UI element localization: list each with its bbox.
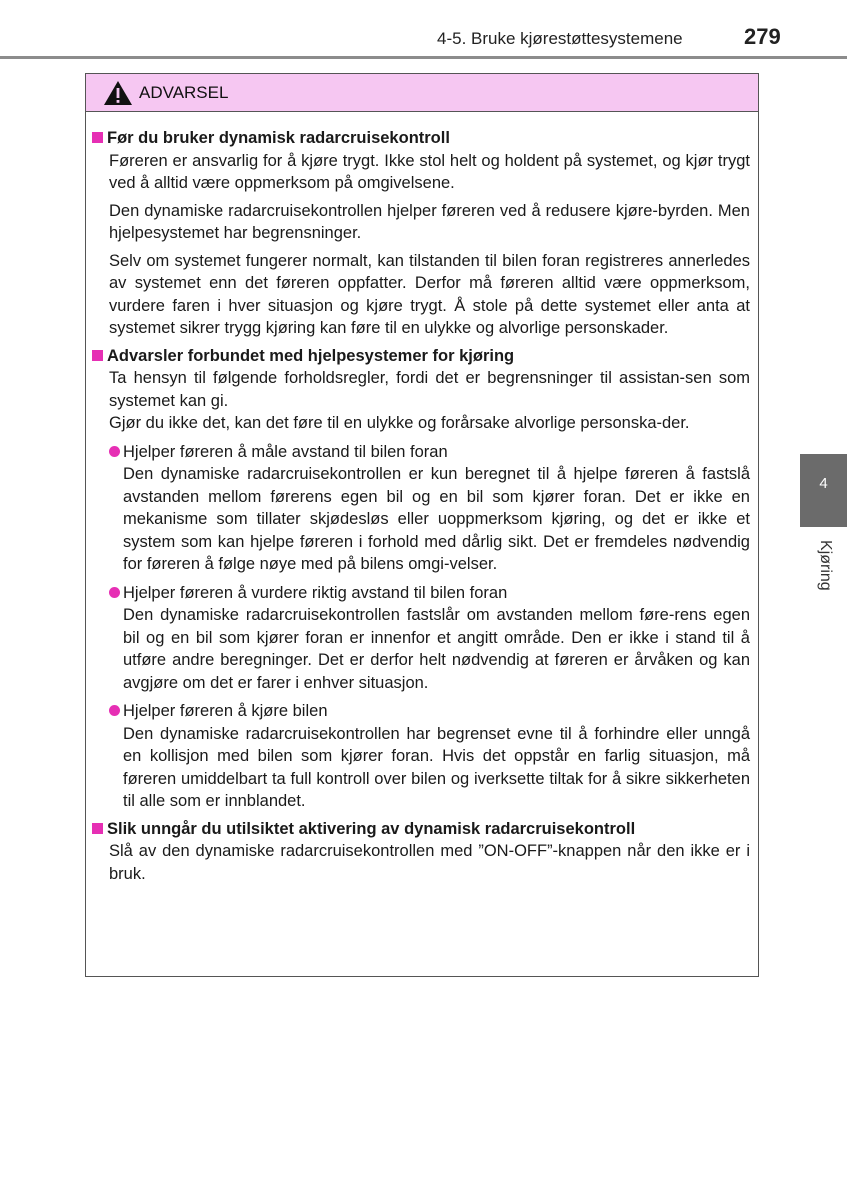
section-heading: Før du bruker dynamisk radarcruisekontroll (107, 129, 450, 147)
warning-header (86, 74, 758, 112)
round-bullet-icon (109, 705, 120, 716)
bullet-title: Hjelper føreren å måle avstand til bilen foran (123, 442, 448, 461)
section-heading-row (92, 127, 750, 150)
bullet-text: Den dynamiske radarcruisekontrollen har begrenset evne til å forhindre eller unngå en kollisjon med bilen som kjører foran. Hvis det oppstår en farlig situasjon, må føreren umiddelbart ta full kontroll over bilen og iverksette tiltak for å sikre sikkerheten til alle som er innblandet. (123, 724, 750, 810)
bullet-title-row (109, 700, 750, 723)
paragraph: Slå av den dynamiske radarcruisekontrollen med ”ON-OFF”-knappen når den ikke er i bruk. (109, 842, 750, 883)
paragraph: Den dynamiske radarcruisekontrollen hjelper føreren ved å redusere kjøre-byrden. Men hjelpesystemet har begrensninger. (109, 201, 750, 242)
bullet-item (109, 441, 750, 576)
warning-section (92, 345, 750, 813)
section-title: 4-5. Bruke kjørestøttesystemene (437, 29, 683, 48)
square-bullet-icon (92, 823, 103, 834)
warning-section (92, 127, 750, 340)
warning-label: ADVARSEL (139, 82, 229, 102)
bullet-title: Hjelper føreren å vurdere riktig avstand til bilen foran (123, 583, 508, 602)
bullet-title-row (109, 441, 750, 464)
paragraph: Ta hensyn til følgende forholdsregler, fordi det er begrensninger til assistan-sen som systemet kan gi. (109, 369, 750, 410)
warning-box (85, 73, 759, 977)
square-bullet-icon (92, 350, 103, 361)
chapter-tab (800, 454, 847, 527)
paragraph: Gjør du ikke det, kan det føre til en ulykke og forårsake alvorlige personska-der. (109, 414, 690, 432)
chapter-label: Kjøring (817, 540, 834, 591)
warning-content (92, 127, 750, 890)
bullet-title-row (109, 582, 750, 605)
paragraph: Føreren er ansvarlig for å kjøre trygt. Ikke stol helt og holdent på systemet, og kjør trygt ved å alltid være oppmerksom på omgivelsene. (109, 151, 750, 192)
warning-triangle-icon (103, 80, 133, 106)
bullet-text: Den dynamiske radarcruisekontrollen fastslår om avstanden mellom føre-rens egen bil og en bil som kjører foran er innenfor et angitt område. Den er ikke i stand til å utføre andre beregninger. Det er derfor helt nødvendig at føreren er årvåken og kan avgjøre om det er farer i enhver situasjon. (123, 606, 750, 692)
section-heading: Slik unngår du utilsiktet aktivering av dynamisk radarcruisekontroll (107, 819, 636, 838)
section-heading-row (92, 818, 750, 841)
bullet-text: Den dynamiske radarcruisekontrollen er kun beregnet til å hjelpe føreren å fastslå avstanden mellom førerens egen bil og en bil som kjører foran. Det er ikke en mekanisme som tillater skjødesløs eller uoppmerksom kjøring, og det er ikke et system som kan hjelpe føreren i forhold med dårlig sikt. Det er fremdeles nødvendig for føreren å følge nøye med på bilens omgi-velser. (123, 465, 750, 573)
round-bullet-icon (109, 446, 120, 457)
section-heading: Advarsler forbundet med hjelpesystemer for kjøring (107, 346, 515, 365)
section-heading-row (92, 345, 750, 368)
page-number: 279 (744, 24, 781, 49)
paragraph: Selv om systemet fungerer normalt, kan tilstanden til bilen foran registreres annerledes av systemet enn det føreren oppfatter. Derfor må føreren alltid være oppmerksom, vurdere faren i hver situasjon og kjøre trygt. Å stole på dette systemet eller anta at systemet sikrer trygg kjøring kan føre til en ulykke og alvorlige personskader. (109, 251, 750, 337)
chapter-number: 4 (819, 475, 828, 492)
warning-section (92, 818, 750, 886)
header-divider (0, 56, 847, 59)
round-bullet-icon (109, 587, 120, 598)
bullet-title: Hjelper føreren å kjøre bilen (123, 702, 328, 720)
bullet-item (109, 700, 750, 813)
bullet-item (109, 582, 750, 695)
square-bullet-icon (92, 132, 103, 143)
